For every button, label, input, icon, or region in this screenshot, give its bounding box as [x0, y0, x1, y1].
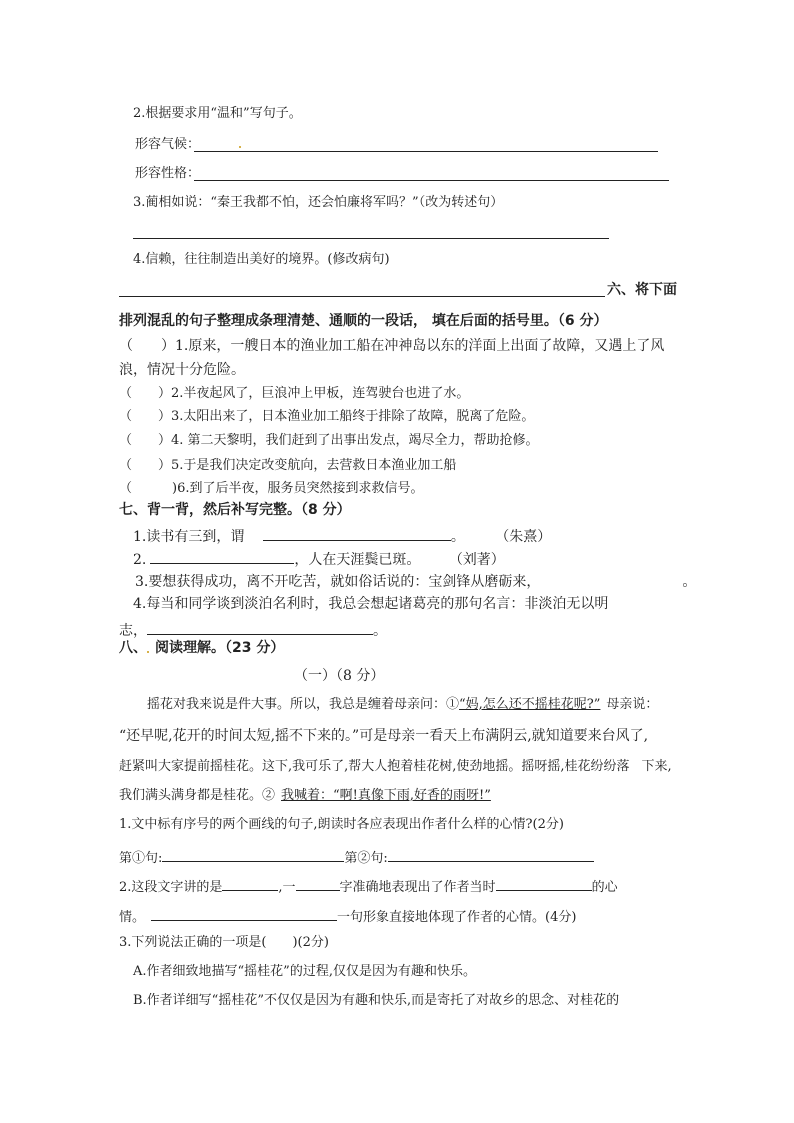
- answer-line[interactable]: [133, 238, 609, 239]
- sentence-text: )6.到了后半夜，服务员突然接到求救信号。: [172, 481, 424, 496]
- answer-label: 第①句:: [119, 851, 163, 866]
- answer-blank[interactable]: [162, 848, 344, 862]
- question-text: 情。: [119, 910, 146, 925]
- option-a[interactable]: A.作者细致地描写“摇桂花”的过程,仅仅是因为有趣和快乐。: [133, 964, 476, 979]
- answer-blank[interactable]: [388, 848, 594, 862]
- list-item: [119, 434, 539, 447]
- answer-blank[interactable]: [496, 877, 592, 891]
- answer-paren[interactable]: （ ）: [119, 338, 175, 354]
- q2-label-character: 形容性格：: [135, 166, 201, 181]
- option-b[interactable]: B.作者详细写“摇桂花”不仅仅是因为有趣和快乐,而是寄托了对故乡的思念、对桂花的: [133, 993, 620, 1008]
- question-text: 2.这段文字讲的是: [119, 880, 223, 895]
- sec7-line4: 4.每当和同学谈到淡泊名利时，我总会想起诸葛亮的那句名言：非淡泊无以明: [133, 596, 609, 612]
- sec7-line2: [133, 549, 505, 567]
- q4-prompt: 4.信赖，往往制造出美好的境界。(修改病句): [133, 252, 390, 267]
- sentence-text: 3.太阳出来了，日本渔业加工船终于排除了故障，脱离了危险。: [171, 409, 535, 424]
- answer-line[interactable]: [119, 296, 605, 297]
- answer-line[interactable]: [194, 180, 669, 181]
- sec8-title: [119, 641, 284, 655]
- reading-q1-answers: [119, 848, 594, 865]
- underlined-sentence-1: “妈,怎么还不摇桂花呢?”: [459, 697, 601, 712]
- punct: 。: [450, 529, 465, 545]
- reading-q1: 1.文中标有序号的两个画线的句子,朗读时各应表现出作者什么样的心情?(2分): [119, 817, 564, 832]
- poem-prompt: 3.要想获得成功，离不开吃苦，就如俗话说的：宝剑锋从磨砺来，: [135, 574, 541, 590]
- stray-mark: [239, 146, 241, 148]
- answer-paren[interactable]: （ ）: [119, 386, 172, 401]
- q3-prompt: 3.蔺相如说：“秦王我都不怕，还会怕廉将军吗？”（改为转述句）: [133, 195, 504, 210]
- answer-blank[interactable]: [151, 907, 337, 921]
- question-text: ,一: [278, 880, 296, 895]
- sec7-line3: [135, 572, 696, 589]
- sentence-text: 2.半夜起风了，巨浪冲上甲板，连驾驶台也进了水。: [171, 386, 470, 401]
- reading-q3: 3.下列说法正确的一项是( )(2分): [119, 935, 329, 950]
- line-number: 2.: [133, 552, 147, 568]
- section-title: 阅读理解。（23 分）: [155, 640, 285, 656]
- stray-mark: [147, 651, 149, 653]
- list-item: [119, 410, 534, 423]
- q2-prompt: 2.根据要求用“温和”写句子。: [133, 106, 302, 121]
- answer-blank[interactable]: [540, 572, 682, 586]
- author: （朱熹）: [495, 529, 552, 545]
- passage-text: 我们满头满身都是桂花。②: [119, 788, 276, 803]
- answer-blank[interactable]: [150, 549, 294, 564]
- answer-line[interactable]: [194, 151, 658, 152]
- list-item: [119, 387, 469, 400]
- passage-text: 摇花对我来说是件大事。所以，我总是缠着母亲问：①: [147, 697, 460, 712]
- q2-label-climate: 形容气候：: [135, 137, 201, 152]
- answer-paren[interactable]: （ ）: [119, 458, 172, 473]
- answer-blank[interactable]: [296, 877, 340, 891]
- poem-text: 志，: [119, 623, 147, 639]
- passage-line3: [119, 760, 672, 773]
- passage-text: 母亲说：: [606, 697, 659, 712]
- answer-blank[interactable]: [263, 526, 451, 541]
- sentence-text: 1.原来，一艘日本的渔业加工船在冲神岛以东的洋面上出面了故障，又遇上了风: [175, 338, 665, 354]
- answer-label: 第②句:: [344, 851, 388, 866]
- reading-q2: [119, 877, 618, 894]
- answer-paren[interactable]: （ ）: [119, 409, 172, 424]
- passage-subtitle: （一）（8 分）: [294, 668, 385, 684]
- author: （刘著）: [448, 552, 505, 568]
- sec6-title-tail: 六、将下面: [607, 282, 677, 298]
- answer-blank[interactable]: [147, 620, 373, 635]
- passage-text: 下来,: [641, 759, 672, 774]
- question-text: 的心: [591, 880, 618, 895]
- passage-text: 赶紧叫大家提前摇桂花。这下,我可乐了,帮大人抱着桂花树,使劲地摇。摇呀摇,桂花纷纷落: [119, 759, 630, 774]
- sec7-title: 七、背一背，然后补写完整。（8 分）: [119, 502, 351, 518]
- answer-blank[interactable]: [222, 877, 278, 891]
- sentence-continuation: 浪，情况十分危险。: [119, 362, 245, 378]
- passage-line1: [147, 698, 658, 711]
- poem-text: ，人在天涯鬓已斑。: [294, 552, 421, 568]
- list-item: [119, 482, 424, 495]
- passage-line2: “还早呢,花开的时间太短,摇不下来的。”可是母亲一看天上布满阴云,就知道要来台风了,: [119, 728, 649, 744]
- poem-prompt: 1.读书有三到，谓: [133, 529, 245, 545]
- question-text: 字准确地表现出了作者当时: [339, 880, 496, 895]
- passage-line4: [119, 789, 491, 802]
- underlined-sentence-2: 我喊着：“啊!真像下雨,好香的雨呀!”: [281, 788, 491, 803]
- punct: 。: [373, 623, 387, 639]
- list-item: [119, 339, 664, 353]
- sec7-line1: [133, 526, 551, 544]
- list-item: [119, 459, 456, 472]
- question-text: 一句形象直接地体现了作者的心情。(4分): [337, 910, 577, 925]
- sentence-text: 5.于是我们决定改变航向，去营救日本渔业加工船: [171, 458, 457, 473]
- sentence-text: 4. 第二天黎明，我们赶到了出事出发点，竭尽全力，帮助抢修。: [171, 433, 539, 448]
- answer-paren[interactable]: （ ）: [119, 433, 172, 448]
- punct: 。: [682, 574, 697, 590]
- sec6-title: 排列混乱的句子整理成条理清楚、通顺的一段话， 填在后面的括号里。（6 分）: [119, 313, 608, 329]
- reading-q2b: [119, 907, 576, 924]
- section-number: 八、: [119, 640, 147, 656]
- answer-paren[interactable]: （: [119, 481, 133, 496]
- sec7-line4b: [119, 620, 387, 638]
